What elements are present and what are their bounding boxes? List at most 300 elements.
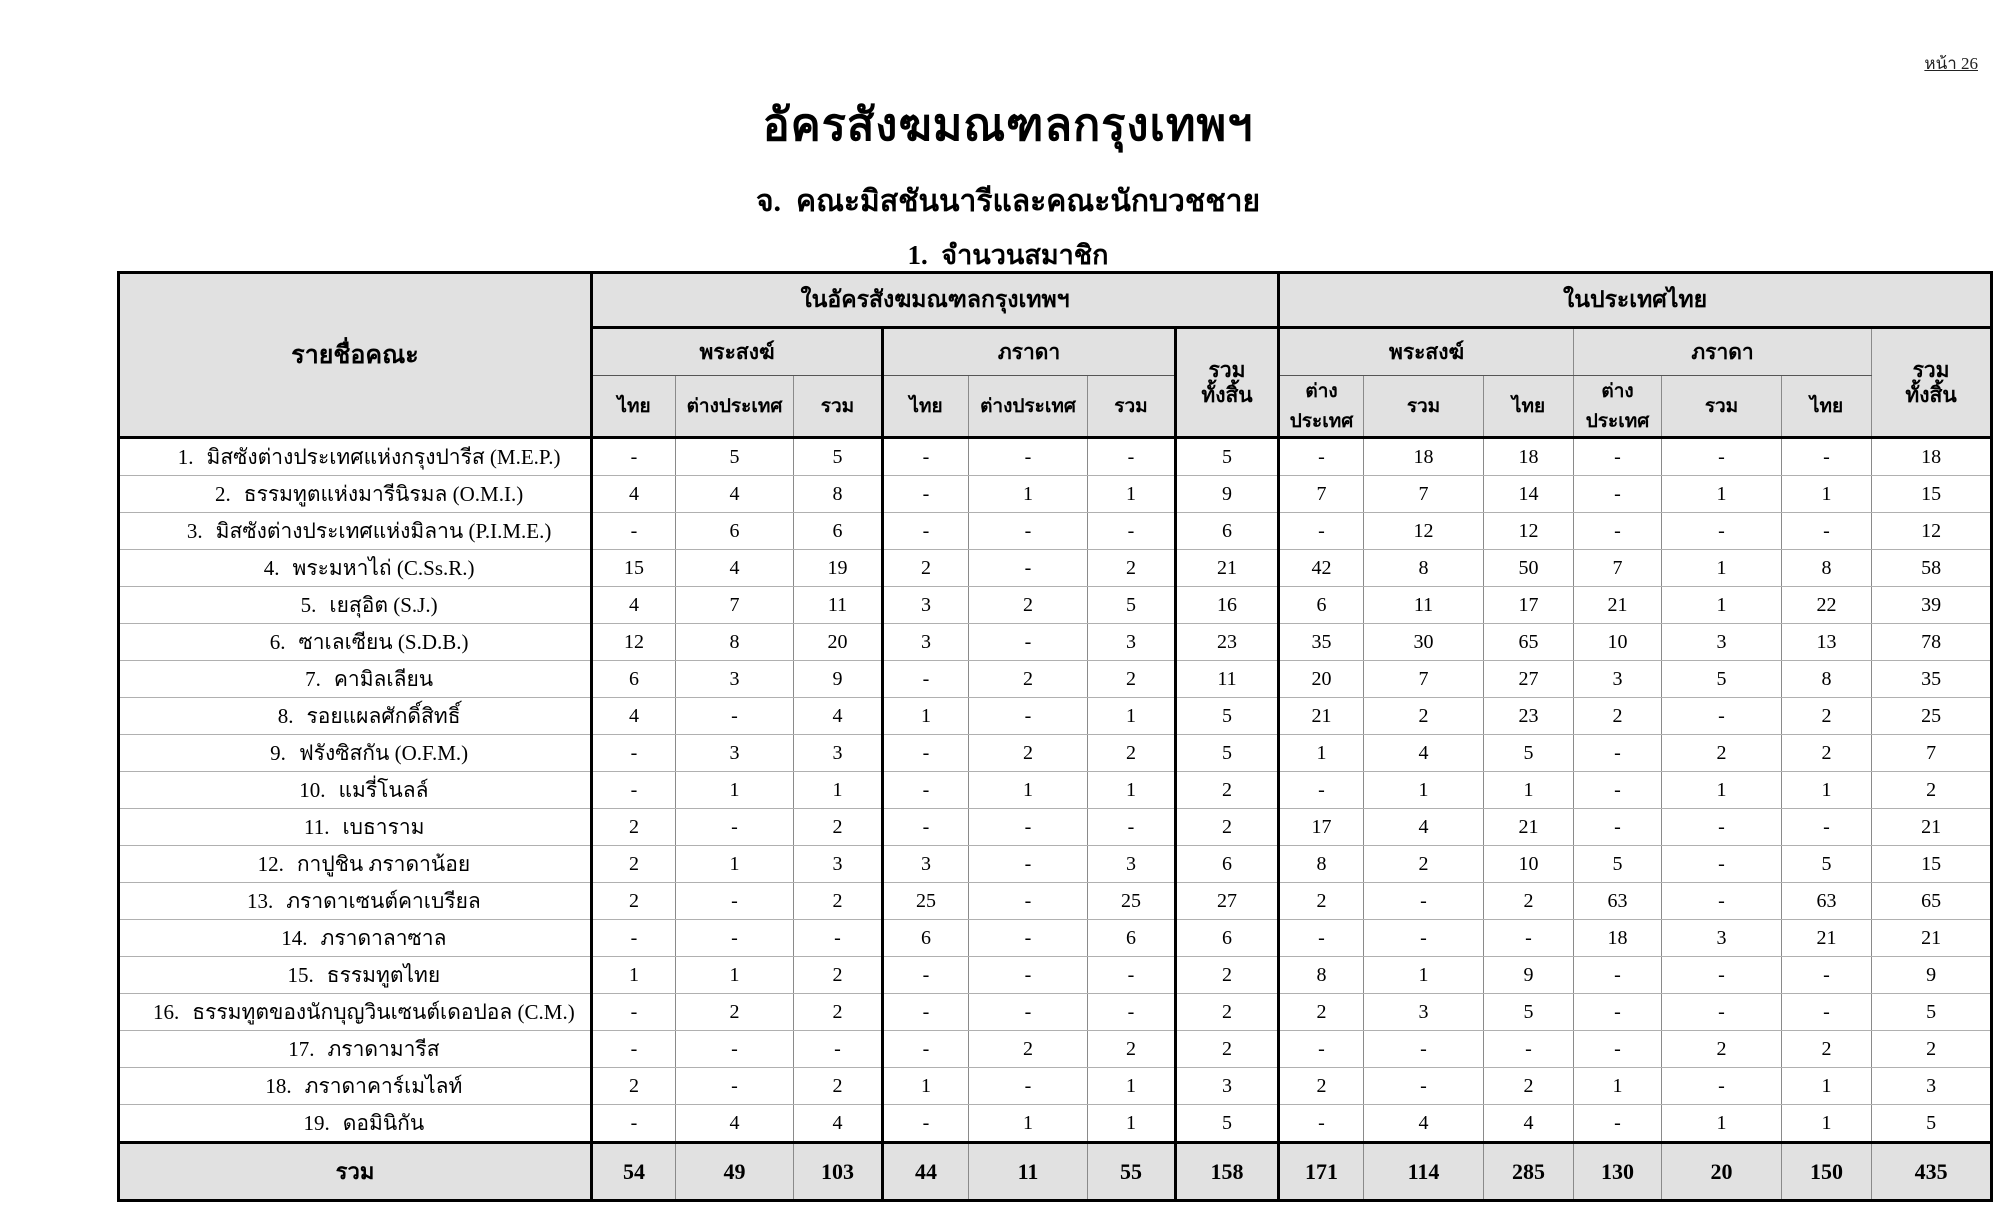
value-cell: 25 xyxy=(1872,698,1992,735)
value-cell: 27 xyxy=(1484,661,1574,698)
table-row xyxy=(119,1105,1992,1143)
members-table-wrap xyxy=(117,271,1993,1202)
value-cell: 1 xyxy=(1279,735,1364,772)
value-cell: - xyxy=(1662,1068,1782,1105)
congregation-name-cell xyxy=(119,920,592,957)
table-row xyxy=(119,1068,1992,1105)
row-index: 18. xyxy=(265,1073,292,1098)
value-cell: - xyxy=(1364,883,1484,920)
value-cell: - xyxy=(592,772,676,809)
value-cell: 21 xyxy=(1484,809,1574,846)
value-cell: 2 xyxy=(1176,1031,1279,1068)
row-index: 1. xyxy=(177,444,194,469)
value-cell: - xyxy=(1574,1031,1662,1068)
value-cell: - xyxy=(1364,1031,1484,1068)
congregation-name: แมรี่โนลล์ xyxy=(338,777,429,802)
value-cell: - xyxy=(676,920,794,957)
value-cell: 1 xyxy=(883,698,969,735)
column-header-thai: ไทย xyxy=(592,376,676,438)
value-cell: 2 xyxy=(883,550,969,587)
value-cell: 5 xyxy=(794,438,883,476)
value-cell: 7 xyxy=(1872,735,1992,772)
value-cell: - xyxy=(969,809,1088,846)
value-cell: 22 xyxy=(1782,587,1872,624)
value-cell: 2 xyxy=(1088,1031,1176,1068)
value-cell: 2 xyxy=(1484,1068,1574,1105)
row-index: 9. xyxy=(270,740,286,765)
row-index: 17. xyxy=(288,1036,315,1061)
row-index: 7. xyxy=(305,666,321,691)
value-cell: 3 xyxy=(1872,1068,1992,1105)
row-index: 12. xyxy=(257,851,284,876)
value-cell: 15 xyxy=(592,550,676,587)
value-cell: - xyxy=(883,476,969,513)
value-cell: 2 xyxy=(969,1031,1088,1068)
value-cell: 6 xyxy=(1176,920,1279,957)
value-cell: - xyxy=(1088,513,1176,550)
value-cell: 3 xyxy=(676,661,794,698)
value-cell: 2 xyxy=(592,809,676,846)
value-cell: - xyxy=(969,550,1088,587)
congregation-name: ภราดาเซนต์คาเบรียล xyxy=(286,888,481,913)
value-cell: 1 xyxy=(1088,772,1176,809)
value-cell: - xyxy=(1574,438,1662,476)
value-cell: - xyxy=(592,735,676,772)
value-cell: 5 xyxy=(1088,587,1176,624)
value-cell: 1 xyxy=(1662,476,1782,513)
column-header-foreign: ต่างประเทศ xyxy=(969,376,1088,438)
value-cell: - xyxy=(1662,698,1782,735)
value-cell: 3 xyxy=(1088,846,1176,883)
value-cell: 4 xyxy=(592,698,676,735)
value-cell: - xyxy=(592,513,676,550)
document-headings xyxy=(0,0,2016,276)
value-cell: 7 xyxy=(1279,476,1364,513)
value-cell: 12 xyxy=(1872,513,1992,550)
value-cell: - xyxy=(794,1031,883,1068)
column-header-grand-total: รวม ทั้งสิ้น xyxy=(1872,328,1992,438)
value-cell: - xyxy=(1662,957,1782,994)
congregation-name-cell xyxy=(119,476,592,513)
column-header-thai: ไทย xyxy=(1484,376,1574,438)
value-cell: 11 xyxy=(1364,587,1484,624)
value-cell: 4 xyxy=(676,476,794,513)
column-header-group-archdiocese: ในอัครสังฆมณฑลกรุงเทพฯ xyxy=(592,273,1279,328)
value-cell: 12 xyxy=(1484,513,1574,550)
value-cell: - xyxy=(883,1105,969,1143)
value-cell: 3 xyxy=(883,846,969,883)
value-cell: 25 xyxy=(1088,883,1176,920)
value-cell: 14 xyxy=(1484,476,1574,513)
value-cell: - xyxy=(1574,772,1662,809)
value-cell: 18 xyxy=(1872,438,1992,476)
value-cell: - xyxy=(969,698,1088,735)
value-cell: 3 xyxy=(1364,994,1484,1031)
column-header-thai: ไทย xyxy=(1782,376,1872,438)
value-cell: - xyxy=(969,994,1088,1031)
value-cell: 1 xyxy=(1574,1068,1662,1105)
value-cell: 2 xyxy=(1176,994,1279,1031)
value-cell: - xyxy=(883,772,969,809)
value-cell: 30 xyxy=(1364,624,1484,661)
value-cell: 25 xyxy=(883,883,969,920)
congregation-name-cell xyxy=(119,624,592,661)
value-cell: 1 xyxy=(1662,772,1782,809)
congregation-name-cell xyxy=(119,1105,592,1143)
value-cell: - xyxy=(1662,846,1782,883)
value-cell: - xyxy=(969,513,1088,550)
value-cell: - xyxy=(883,1031,969,1068)
value-cell: 65 xyxy=(1484,624,1574,661)
value-cell: 4 xyxy=(592,476,676,513)
value-cell: - xyxy=(969,846,1088,883)
value-cell: 9 xyxy=(1872,957,1992,994)
value-cell: - xyxy=(794,920,883,957)
value-cell: 1 xyxy=(1364,957,1484,994)
congregation-name: มิสซังต่างประเทศแห่งมิลาน (P.I.M.E.) xyxy=(215,518,552,543)
value-cell: 6 xyxy=(1176,846,1279,883)
value-cell: 2 xyxy=(1364,698,1484,735)
row-index: 4. xyxy=(263,555,280,580)
value-cell: 3 xyxy=(794,846,883,883)
congregation-name-cell xyxy=(119,1031,592,1068)
value-cell: 9 xyxy=(1176,476,1279,513)
column-header-thai: ไทย xyxy=(883,376,969,438)
table-row xyxy=(119,513,1992,550)
value-cell: - xyxy=(1279,1031,1364,1068)
congregation-name-cell xyxy=(119,550,592,587)
value-cell: 3 xyxy=(1176,1068,1279,1105)
value-cell: 4 xyxy=(794,1105,883,1143)
value-cell: 6 xyxy=(794,513,883,550)
total-value-cell: 130 xyxy=(1574,1143,1662,1201)
value-cell: 5 xyxy=(1484,735,1574,772)
value-cell: 8 xyxy=(1279,957,1364,994)
value-cell: 1 xyxy=(969,772,1088,809)
value-cell: - xyxy=(883,994,969,1031)
value-cell: 1 xyxy=(794,772,883,809)
congregation-name: ภราดาคาร์เมไลท์ xyxy=(304,1073,463,1098)
value-cell: - xyxy=(1088,809,1176,846)
congregation-name-cell xyxy=(119,809,592,846)
value-cell: 19 xyxy=(794,550,883,587)
value-cell: 50 xyxy=(1484,550,1574,587)
congregation-name-cell xyxy=(119,957,592,994)
value-cell: - xyxy=(676,1031,794,1068)
value-cell: 1 xyxy=(676,772,794,809)
table-row xyxy=(119,587,1992,624)
value-cell: - xyxy=(592,994,676,1031)
value-cell: 21 xyxy=(1176,550,1279,587)
value-cell: 1 xyxy=(1484,772,1574,809)
value-cell: 5 xyxy=(1872,1105,1992,1143)
value-cell: 1 xyxy=(1088,1105,1176,1143)
value-cell: 21 xyxy=(1872,920,1992,957)
value-cell: 11 xyxy=(1176,661,1279,698)
congregation-name-cell xyxy=(119,994,592,1031)
row-index: 3. xyxy=(186,518,203,543)
congregation-name-cell xyxy=(119,587,592,624)
column-header-priests: พระสงฆ์ xyxy=(592,328,883,376)
value-cell: 2 xyxy=(1782,735,1872,772)
value-cell: - xyxy=(1279,920,1364,957)
value-cell: 17 xyxy=(1484,587,1574,624)
value-cell: 8 xyxy=(1279,846,1364,883)
value-cell: 2 xyxy=(592,1068,676,1105)
total-value-cell: 103 xyxy=(794,1143,883,1201)
value-cell: 1 xyxy=(1088,476,1176,513)
value-cell: 4 xyxy=(1364,1105,1484,1143)
congregation-name: กาปูชิน ภราดาน้อย xyxy=(296,851,471,876)
value-cell: 39 xyxy=(1872,587,1992,624)
value-cell: 10 xyxy=(1484,846,1574,883)
congregation-name-cell xyxy=(119,698,592,735)
value-cell: 2 xyxy=(1176,772,1279,809)
value-cell: - xyxy=(1662,809,1782,846)
table-row xyxy=(119,550,1992,587)
value-cell: - xyxy=(883,957,969,994)
total-value-cell: 44 xyxy=(883,1143,969,1201)
table-row xyxy=(119,735,1992,772)
value-cell: 2 xyxy=(1279,883,1364,920)
column-header-total: รวม xyxy=(1662,376,1782,438)
congregation-name-cell xyxy=(119,513,592,550)
value-cell: - xyxy=(883,661,969,698)
value-cell: 12 xyxy=(592,624,676,661)
row-index: 19. xyxy=(303,1110,330,1135)
congregation-name-cell xyxy=(119,772,592,809)
value-cell: 23 xyxy=(1176,624,1279,661)
value-cell: - xyxy=(1662,513,1782,550)
value-cell: 35 xyxy=(1279,624,1364,661)
table-row xyxy=(119,624,1992,661)
section-title: 1. จำนวนสมาชิก xyxy=(907,240,1109,270)
table-row xyxy=(119,957,1992,994)
value-cell: 23 xyxy=(1484,698,1574,735)
column-header-brothers: ภราดา xyxy=(883,328,1176,376)
column-header-total: รวม xyxy=(1088,376,1176,438)
value-cell: 8 xyxy=(794,476,883,513)
value-cell: 9 xyxy=(794,661,883,698)
value-cell: 6 xyxy=(1279,587,1364,624)
value-cell: - xyxy=(969,920,1088,957)
value-cell: 2 xyxy=(969,661,1088,698)
value-cell: 18 xyxy=(1364,438,1484,476)
value-cell: - xyxy=(1574,476,1662,513)
table-row xyxy=(119,772,1992,809)
value-cell: - xyxy=(1364,1068,1484,1105)
value-cell: - xyxy=(1574,513,1662,550)
value-cell: - xyxy=(883,513,969,550)
column-header-total: รวม xyxy=(1364,376,1484,438)
value-cell: 6 xyxy=(676,513,794,550)
total-value-cell: 171 xyxy=(1279,1143,1364,1201)
value-cell: - xyxy=(676,809,794,846)
value-cell: 1 xyxy=(1782,476,1872,513)
value-cell: - xyxy=(883,438,969,476)
value-cell: 2 xyxy=(1782,698,1872,735)
value-cell: 2 xyxy=(592,846,676,883)
total-value-cell: 435 xyxy=(1872,1143,1992,1201)
total-value-cell: 11 xyxy=(969,1143,1088,1201)
value-cell: 3 xyxy=(1662,624,1782,661)
value-cell: 1 xyxy=(676,957,794,994)
value-cell: 5 xyxy=(1484,994,1574,1031)
value-cell: - xyxy=(1088,994,1176,1031)
value-cell: - xyxy=(1088,438,1176,476)
value-cell: 2 xyxy=(1279,994,1364,1031)
value-cell: 10 xyxy=(1574,624,1662,661)
value-cell: 8 xyxy=(1364,550,1484,587)
value-cell: 7 xyxy=(1574,550,1662,587)
value-cell: 1 xyxy=(1662,587,1782,624)
value-cell: 65 xyxy=(1872,883,1992,920)
value-cell: 21 xyxy=(1279,698,1364,735)
value-cell: 3 xyxy=(883,624,969,661)
value-cell: 3 xyxy=(1574,661,1662,698)
value-cell: 3 xyxy=(883,587,969,624)
value-cell: 21 xyxy=(1782,920,1872,957)
congregation-name-cell xyxy=(119,1068,592,1105)
value-cell: - xyxy=(1782,994,1872,1031)
value-cell: 2 xyxy=(1176,957,1279,994)
row-index: 14. xyxy=(281,925,308,950)
value-cell: - xyxy=(592,1105,676,1143)
total-value-cell: 49 xyxy=(676,1143,794,1201)
value-cell: 13 xyxy=(1782,624,1872,661)
value-cell: 2 xyxy=(1176,809,1279,846)
value-cell: - xyxy=(592,438,676,476)
value-cell: - xyxy=(1662,883,1782,920)
value-cell: 2 xyxy=(1088,661,1176,698)
value-cell: 1 xyxy=(1364,772,1484,809)
value-cell: 3 xyxy=(794,735,883,772)
table-row xyxy=(119,846,1992,883)
value-cell: 12 xyxy=(1364,513,1484,550)
congregation-name: ธรรมทูตแห่งมารีนิรมล (O.M.I.) xyxy=(243,481,524,506)
value-cell: 21 xyxy=(1574,587,1662,624)
value-cell: 5 xyxy=(1176,735,1279,772)
value-cell: - xyxy=(969,438,1088,476)
total-value-cell: 150 xyxy=(1782,1143,1872,1201)
value-cell: 21 xyxy=(1872,809,1992,846)
value-cell: - xyxy=(969,1068,1088,1105)
value-cell: - xyxy=(1279,513,1364,550)
value-cell: 1 xyxy=(1782,1105,1872,1143)
members-table xyxy=(117,271,1993,1202)
table-row xyxy=(119,438,1992,476)
value-cell: 4 xyxy=(676,550,794,587)
value-cell: 15 xyxy=(1872,846,1992,883)
value-cell: 16 xyxy=(1176,587,1279,624)
value-cell: 2 xyxy=(1872,772,1992,809)
table-row xyxy=(119,994,1992,1031)
value-cell: 2 xyxy=(592,883,676,920)
value-cell: 4 xyxy=(676,1105,794,1143)
value-cell: - xyxy=(1279,438,1364,476)
value-cell: - xyxy=(1484,920,1574,957)
congregation-name: เบธาราม xyxy=(342,814,425,839)
congregation-name-cell xyxy=(119,883,592,920)
row-index: 6. xyxy=(269,629,286,654)
value-cell: 78 xyxy=(1872,624,1992,661)
value-cell: 4 xyxy=(592,587,676,624)
value-cell: 7 xyxy=(1364,661,1484,698)
page-number: หน้า 26 xyxy=(1924,54,1978,73)
value-cell: 5 xyxy=(1176,438,1279,476)
value-cell: - xyxy=(1484,1031,1574,1068)
value-cell: - xyxy=(1574,809,1662,846)
value-cell: 5 xyxy=(1176,1105,1279,1143)
congregation-name: ธรรมทูตของนักบุญวินเซนต์เดอปอล (C.M.) xyxy=(192,999,575,1024)
row-index: 11. xyxy=(304,814,330,839)
value-cell: - xyxy=(969,883,1088,920)
total-row-label: รวม xyxy=(119,1143,592,1201)
congregation-name-cell xyxy=(119,735,592,772)
value-cell: - xyxy=(676,1068,794,1105)
congregation-name-cell xyxy=(119,438,592,476)
value-cell: - xyxy=(1574,1105,1662,1143)
value-cell: 2 xyxy=(1872,1031,1992,1068)
congregation-name: ภราดาลาซาล xyxy=(320,925,447,950)
value-cell: 18 xyxy=(1574,920,1662,957)
value-cell: - xyxy=(592,920,676,957)
congregation-name: ดอมินิกัน xyxy=(342,1110,425,1135)
value-cell: - xyxy=(1782,438,1872,476)
column-header-group-thailand: ในประเทศไทย xyxy=(1279,273,1992,328)
value-cell: 7 xyxy=(1364,476,1484,513)
value-cell: 1 xyxy=(1088,1068,1176,1105)
value-cell: 20 xyxy=(1279,661,1364,698)
value-cell: - xyxy=(1574,994,1662,1031)
row-index: 13. xyxy=(246,888,274,913)
table-row xyxy=(119,1031,1992,1068)
value-cell: 42 xyxy=(1279,550,1364,587)
congregation-name: รอยแผลศักดิ์สิทธิ์ xyxy=(306,703,461,728)
value-cell: 20 xyxy=(794,624,883,661)
page-subtitle: จ. คณะมิสชันนารีและคณะนักบวชชาย xyxy=(755,185,1261,218)
congregation-name-cell xyxy=(119,661,592,698)
column-header-congregation-name: รายชื่อคณะ xyxy=(119,273,592,438)
row-index: 16. xyxy=(153,999,180,1024)
value-cell: - xyxy=(1574,957,1662,994)
congregation-name: พระมหาไถ่ (C.Ss.R.) xyxy=(292,555,475,580)
value-cell: - xyxy=(1574,735,1662,772)
value-cell: 3 xyxy=(1088,624,1176,661)
value-cell: 2 xyxy=(969,735,1088,772)
value-cell: - xyxy=(969,957,1088,994)
value-cell: 15 xyxy=(1872,476,1992,513)
value-cell: - xyxy=(1279,1105,1364,1143)
value-cell: 2 xyxy=(1662,1031,1782,1068)
value-cell: 1 xyxy=(969,476,1088,513)
value-cell: 6 xyxy=(592,661,676,698)
total-value-cell: 114 xyxy=(1364,1143,1484,1201)
value-cell: 1 xyxy=(676,846,794,883)
value-cell: 17 xyxy=(1279,809,1364,846)
congregation-name-cell xyxy=(119,846,592,883)
total-value-cell: 158 xyxy=(1176,1143,1279,1201)
value-cell: - xyxy=(1782,513,1872,550)
value-cell: 1 xyxy=(592,957,676,994)
value-cell: 5 xyxy=(1176,698,1279,735)
value-cell: 27 xyxy=(1176,883,1279,920)
value-cell: 2 xyxy=(1574,698,1662,735)
congregation-name: ธรรมทูตไทย xyxy=(326,962,441,987)
row-index: 10. xyxy=(299,777,326,802)
value-cell: 11 xyxy=(794,587,883,624)
value-cell: 2 xyxy=(794,994,883,1031)
